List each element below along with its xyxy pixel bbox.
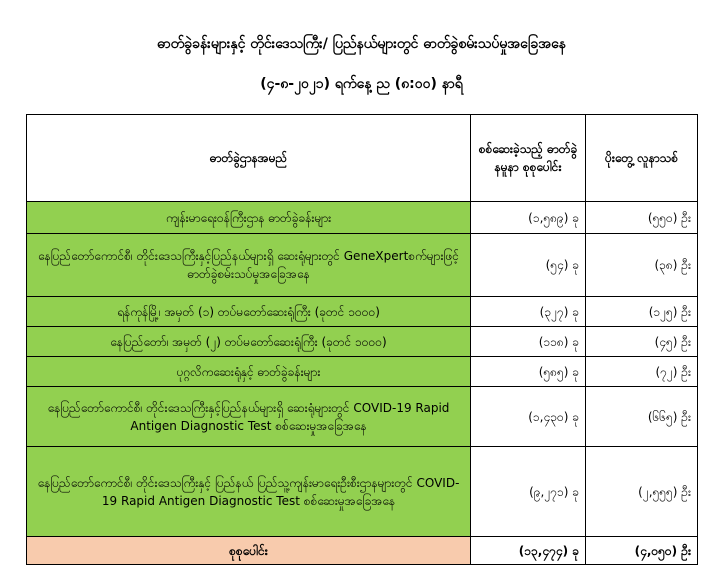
table-header-row (27, 115, 698, 202)
row-tested: (၁၁၈) ခု (471, 327, 586, 357)
table-row (27, 327, 698, 357)
row-positive: (၂,၅၅၅) ဦး (586, 447, 698, 537)
row-positive: (၅၅၀) ဦး (586, 202, 698, 234)
row-lab-name: ပုဂ္ဂလိကဆေးရုံနှင့် ဓာတ်ခွဲခန်းများ (27, 357, 471, 387)
row-lab-name: နေပြည်တော်ကောင်စီ၊ တိုင်းဒေသကြီးနှင့် ပြည်နယ် ပြည်သူ့ကျန်းမာရေးဦးစီးဌာနများတွင် COVID-19 Rapid Antigen Diagnostic Test စစ်ဆေးမှုအခြေအနေ (27, 447, 471, 537)
row-lab-name: နေပြည်တော်ကောင်စီ၊ တိုင်းဒေသကြီးနှင့်ပြည်နယ်များရှိ ဆေးရုံများတွင် COVID-19 Rapid Antigen Diagnostic Test စစ်ဆေးမှုအခြေအနေ (27, 387, 471, 447)
total-row (27, 537, 698, 565)
total-tested: (၁၃,၄၇၄) ခု (471, 537, 586, 565)
row-positive: (၃၈) ဦး (586, 234, 698, 297)
total-label: စုစုပေါင်း (27, 537, 471, 565)
row-positive: (၁၂၅) ဦး (586, 297, 698, 327)
row-tested: (၁,၄၃၀) ခု (471, 387, 586, 447)
table-row (27, 387, 698, 447)
table-row (27, 297, 698, 327)
row-tested: (၃၂၇) ခု (471, 297, 586, 327)
row-positive: (၇၂) ဦး (586, 357, 698, 387)
lab-results-table (26, 114, 698, 565)
page-title: ဓာတ်ခွဲခန်းများနှင့် တိုင်းဒေသကြီး/ ပြည်နယ်များတွင် ဓာတ်ခွဲစမ်းသပ်မှုအခြေအနေ (157, 36, 566, 52)
row-positive: (၄၅) ဦး (586, 327, 698, 357)
header-lab-name: ဓာတ်ခွဲဌာနအမည် (27, 115, 471, 202)
row-lab-name: ရန်ကုန်မြို့၊ အမှတ် (၁) တပ်မတော်ဆေးရုံကြီး (ခုတင် ၁၀၀၀) (27, 297, 471, 327)
total-positive: (၄,၀၅၀) ဦး (586, 537, 698, 565)
row-lab-name: ကျန်းမာရေးဝန်ကြီးဌာန ဓာတ်ခွဲခန်းများ (27, 202, 471, 234)
table-row (27, 447, 698, 537)
row-tested: (၅၈၅) ခု (471, 357, 586, 387)
table-row (27, 357, 698, 387)
table-row (27, 234, 698, 297)
row-positive: (၆၆၅) ဦး (586, 387, 698, 447)
row-lab-name: နေပြည်တော်ကောင်စီ၊ တိုင်းဒေသကြီးနှင့်ပြည်နယ်များရှိ ဆေးရုံများတွင် GeneXpertစက်များဖြင့် ဓာတ်ခွဲစမ်းသပ်မှုအခြေအနေ (27, 234, 471, 297)
row-tested: (၅၄) ခု (471, 234, 586, 297)
header-tested: စစ်ဆေးခဲ့သည့် ဓာတ်ခွဲနမူနာ စုစုပေါင်း (471, 115, 586, 202)
row-tested: (၉,၂၇၁) ခု (471, 447, 586, 537)
header-positive: ပိုးတွေ့ လူနာသစ် (586, 115, 698, 202)
row-lab-name: နေပြည်တော်၊ အမှတ် (၂) တပ်မတော်ဆေးရုံကြီး (ခုတင် ၁၀၀၀) (27, 327, 471, 357)
table-row (27, 202, 698, 234)
page-subtitle: (၄-၈-၂၀၂၁) ရက်နေ့ ည (၈:၀၀) နာရီ (260, 76, 463, 92)
row-tested: (၁,၅၈၉) ခု (471, 202, 586, 234)
